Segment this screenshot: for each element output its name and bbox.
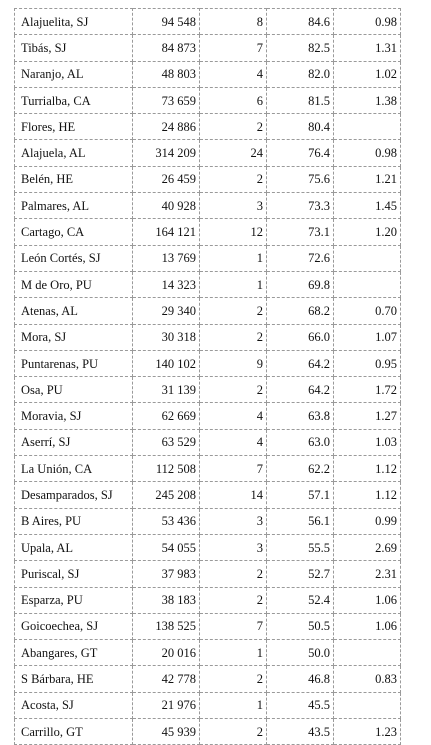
ratio-cell: 0.83 [334, 666, 401, 692]
population-cell: 21 976 [133, 692, 200, 718]
percent-cell: 63.0 [267, 429, 334, 455]
table-row [15, 456, 401, 482]
table-row [15, 324, 401, 350]
ratio-cell: 1.31 [334, 35, 401, 61]
population-cell: 24 886 [133, 114, 200, 140]
table-row [15, 377, 401, 403]
count-cell: 2 [200, 166, 267, 192]
table-row [15, 534, 401, 560]
canton-name-cell: Alajuela, AL [15, 140, 133, 166]
canton-name-cell: Mora, SJ [15, 324, 133, 350]
ratio-cell: 2.31 [334, 561, 401, 587]
canton-name-cell: Carrillo, GT [15, 719, 133, 745]
population-cell: 37 983 [133, 561, 200, 587]
canton-name-cell: Naranjo, AL [15, 61, 133, 87]
percent-cell: 50.0 [267, 640, 334, 666]
count-cell: 1 [200, 640, 267, 666]
table-row [15, 61, 401, 87]
ratio-cell [334, 245, 401, 271]
table-row [15, 245, 401, 271]
table-row [15, 666, 401, 692]
ratio-cell: 2.69 [334, 534, 401, 560]
table-row [15, 35, 401, 61]
ratio-cell: 0.98 [334, 140, 401, 166]
population-cell: 54 055 [133, 534, 200, 560]
count-cell: 12 [200, 219, 267, 245]
percent-cell: 82.0 [267, 61, 334, 87]
ratio-cell: 1.23 [334, 719, 401, 745]
ratio-cell [334, 114, 401, 140]
count-cell: 2 [200, 587, 267, 613]
population-cell: 63 529 [133, 429, 200, 455]
table-row [15, 692, 401, 718]
count-cell: 4 [200, 61, 267, 87]
percent-cell: 75.6 [267, 166, 334, 192]
ratio-cell [334, 271, 401, 297]
canton-name-cell: M de Oro, PU [15, 271, 133, 297]
ratio-cell: 0.95 [334, 350, 401, 376]
population-cell: 40 928 [133, 193, 200, 219]
population-cell: 94 548 [133, 9, 200, 35]
count-cell: 2 [200, 666, 267, 692]
population-cell: 164 121 [133, 219, 200, 245]
percent-cell: 57.1 [267, 482, 334, 508]
ratio-cell [334, 640, 401, 666]
ratio-cell: 1.12 [334, 456, 401, 482]
percent-cell: 52.7 [267, 561, 334, 587]
percent-cell: 55.5 [267, 534, 334, 560]
percent-cell: 73.3 [267, 193, 334, 219]
percent-cell: 50.5 [267, 613, 334, 639]
canton-name-cell: Upala, AL [15, 534, 133, 560]
table-row [15, 403, 401, 429]
canton-name-cell: Belén, HE [15, 166, 133, 192]
count-cell: 9 [200, 350, 267, 376]
count-cell: 14 [200, 482, 267, 508]
ratio-cell: 1.06 [334, 613, 401, 639]
data-table [14, 8, 401, 745]
percent-cell: 66.0 [267, 324, 334, 350]
population-cell: 73 659 [133, 87, 200, 113]
canton-name-cell: Moravia, SJ [15, 403, 133, 429]
ratio-cell: 1.20 [334, 219, 401, 245]
population-cell: 29 340 [133, 298, 200, 324]
canton-name-cell: Cartago, CA [15, 219, 133, 245]
canton-name-cell: La Unión, CA [15, 456, 133, 482]
count-cell: 1 [200, 271, 267, 297]
percent-cell: 80.4 [267, 114, 334, 140]
population-cell: 31 139 [133, 377, 200, 403]
population-cell: 53 436 [133, 508, 200, 534]
population-cell: 20 016 [133, 640, 200, 666]
count-cell: 2 [200, 114, 267, 140]
canton-name-cell: Aserrí, SJ [15, 429, 133, 455]
population-cell: 26 459 [133, 166, 200, 192]
table-row [15, 482, 401, 508]
population-cell: 48 803 [133, 61, 200, 87]
table-row [15, 587, 401, 613]
table-row [15, 219, 401, 245]
percent-cell: 81.5 [267, 87, 334, 113]
canton-name-cell: León Cortés, SJ [15, 245, 133, 271]
count-cell: 2 [200, 377, 267, 403]
ratio-cell: 1.21 [334, 166, 401, 192]
percent-cell: 45.5 [267, 692, 334, 718]
table-body [15, 9, 401, 745]
canton-name-cell: Osa, PU [15, 377, 133, 403]
canton-name-cell: Esparza, PU [15, 587, 133, 613]
count-cell: 2 [200, 561, 267, 587]
percent-cell: 64.2 [267, 377, 334, 403]
canton-name-cell: Atenas, AL [15, 298, 133, 324]
population-cell: 45 939 [133, 719, 200, 745]
population-cell: 314 209 [133, 140, 200, 166]
count-cell: 7 [200, 613, 267, 639]
table-row [15, 429, 401, 455]
count-cell: 2 [200, 324, 267, 350]
count-cell: 3 [200, 534, 267, 560]
table-row [15, 87, 401, 113]
population-cell: 112 508 [133, 456, 200, 482]
canton-name-cell: Acosta, SJ [15, 692, 133, 718]
table-row [15, 298, 401, 324]
ratio-cell: 1.02 [334, 61, 401, 87]
ratio-cell: 0.99 [334, 508, 401, 534]
table-row [15, 114, 401, 140]
count-cell: 6 [200, 87, 267, 113]
table-row [15, 193, 401, 219]
ratio-cell: 1.27 [334, 403, 401, 429]
population-cell: 138 525 [133, 613, 200, 639]
canton-name-cell: Turrialba, CA [15, 87, 133, 113]
percent-cell: 64.2 [267, 350, 334, 376]
canton-name-cell: Desamparados, SJ [15, 482, 133, 508]
count-cell: 2 [200, 719, 267, 745]
population-cell: 42 778 [133, 666, 200, 692]
percent-cell: 68.2 [267, 298, 334, 324]
table-row [15, 613, 401, 639]
percent-cell: 73.1 [267, 219, 334, 245]
count-cell: 4 [200, 429, 267, 455]
percent-cell: 63.8 [267, 403, 334, 429]
canton-name-cell: Puriscal, SJ [15, 561, 133, 587]
ratio-cell: 1.03 [334, 429, 401, 455]
count-cell: 7 [200, 35, 267, 61]
count-cell: 3 [200, 193, 267, 219]
ratio-cell: 0.98 [334, 9, 401, 35]
ratio-cell: 1.72 [334, 377, 401, 403]
ratio-cell: 1.06 [334, 587, 401, 613]
percent-cell: 52.4 [267, 587, 334, 613]
canton-name-cell: B Aires, PU [15, 508, 133, 534]
count-cell: 2 [200, 298, 267, 324]
ratio-cell: 0.70 [334, 298, 401, 324]
canton-name-cell: Tibás, SJ [15, 35, 133, 61]
count-cell: 3 [200, 508, 267, 534]
ratio-cell: 1.12 [334, 482, 401, 508]
ratio-cell: 1.07 [334, 324, 401, 350]
population-cell: 30 318 [133, 324, 200, 350]
table-row [15, 640, 401, 666]
count-cell: 8 [200, 9, 267, 35]
percent-cell: 56.1 [267, 508, 334, 534]
table-row [15, 271, 401, 297]
population-cell: 84 873 [133, 35, 200, 61]
population-cell: 62 669 [133, 403, 200, 429]
canton-name-cell: Goicoechea, SJ [15, 613, 133, 639]
percent-cell: 76.4 [267, 140, 334, 166]
canton-name-cell: S Bárbara, HE [15, 666, 133, 692]
percent-cell: 72.6 [267, 245, 334, 271]
table-row [15, 140, 401, 166]
table-row [15, 719, 401, 745]
ratio-cell [334, 692, 401, 718]
percent-cell: 82.5 [267, 35, 334, 61]
canton-name-cell: Abangares, GT [15, 640, 133, 666]
canton-name-cell: Puntarenas, PU [15, 350, 133, 376]
percent-cell: 46.8 [267, 666, 334, 692]
percent-cell: 84.6 [267, 9, 334, 35]
count-cell: 1 [200, 245, 267, 271]
canton-name-cell: Palmares, AL [15, 193, 133, 219]
population-cell: 38 183 [133, 587, 200, 613]
canton-name-cell: Alajuelita, SJ [15, 9, 133, 35]
population-cell: 14 323 [133, 271, 200, 297]
ratio-cell: 1.45 [334, 193, 401, 219]
ratio-cell: 1.38 [334, 87, 401, 113]
count-cell: 7 [200, 456, 267, 482]
count-cell: 24 [200, 140, 267, 166]
table-row [15, 561, 401, 587]
canton-name-cell: Flores, HE [15, 114, 133, 140]
population-cell: 13 769 [133, 245, 200, 271]
percent-cell: 43.5 [267, 719, 334, 745]
table-row [15, 508, 401, 534]
table-row [15, 166, 401, 192]
population-cell: 140 102 [133, 350, 200, 376]
percent-cell: 69.8 [267, 271, 334, 297]
table-row [15, 350, 401, 376]
count-cell: 1 [200, 692, 267, 718]
population-cell: 245 208 [133, 482, 200, 508]
percent-cell: 62.2 [267, 456, 334, 482]
count-cell: 4 [200, 403, 267, 429]
table-row [15, 9, 401, 35]
